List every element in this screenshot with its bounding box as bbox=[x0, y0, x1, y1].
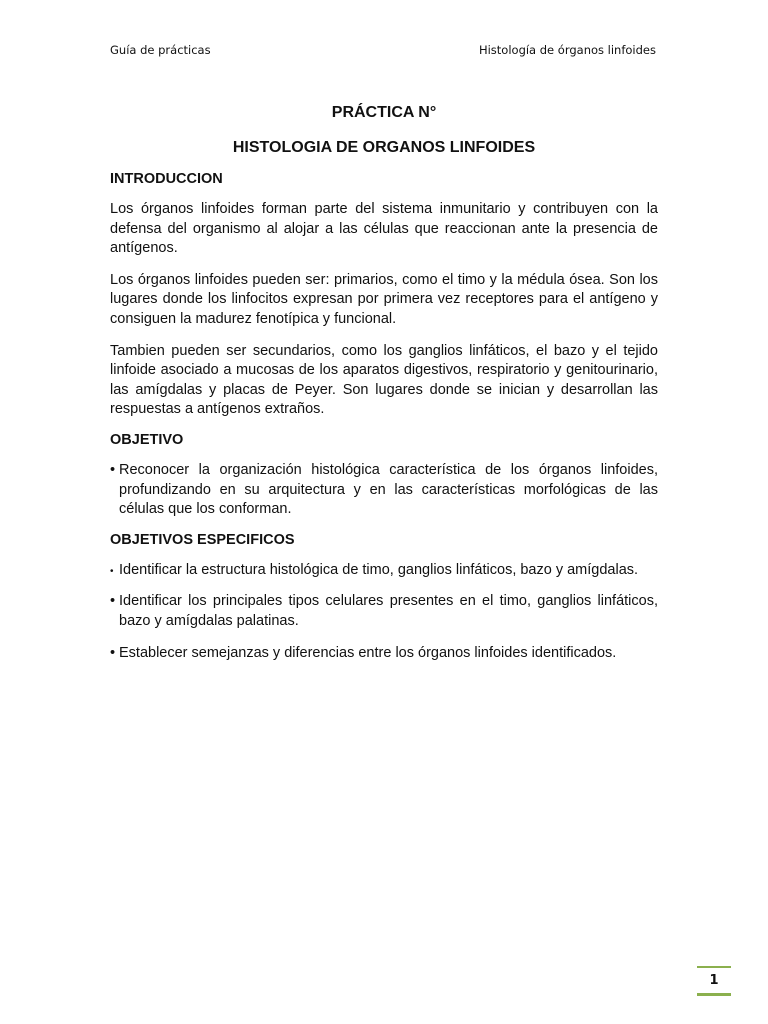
page-content bbox=[110, 103, 658, 675]
practice-title: PRÁCTICA N° bbox=[331, 104, 437, 121]
intro-paragraph-3: Tambien pueden ser secundarios, como los ganglios linfáticos, el bazo y el tejido linfoide asociado a mucosas de los aparatos digestivos, respiratorio y genitourinario, las amígdalas y placas de Peyer. Son lugares donde se inician y desarrollan las respuestas a antígenos extraños. bbox=[110, 342, 658, 418]
bullet-icon: • bbox=[110, 461, 116, 478]
objetivo-especifico-text: Identificar la estructura histológica de timo, ganglios linfáticos, bazo y amígdalas. bbox=[119, 561, 639, 578]
objetivo-item-text: Reconocer la organización histológica característica de los órganos linfoides, profundizando en su arquitectura y en las características morfológicas de las células que los conforman. bbox=[119, 461, 658, 518]
intro-paragraph-1: Los órganos linfoides forman parte del sistema inmunitario y contribuyen con la defensa del organismo al alojar a las células que reaccionan ante la presencia de antígenos. bbox=[110, 201, 658, 257]
objetivo-especifico-item bbox=[110, 592, 658, 631]
header-left-text: Guía de prácticas bbox=[110, 43, 211, 57]
bullet-icon: • bbox=[110, 644, 116, 661]
objetivos-especificos-heading: OBJETIVOS ESPECIFICOS bbox=[110, 531, 295, 548]
introduccion-heading: INTRODUCCION bbox=[110, 171, 223, 187]
intro-paragraph-2: Los órganos linfoides pueden ser: primarios, como el timo y la médula ósea. Son los lugares donde los linfocitos expresan por primera vez receptores para el antígeno y consiguen la madurez fenotípica y funcional. bbox=[110, 271, 658, 327]
objetivo-especifico-text: Establecer semejanzas y diferencias entre los órganos linfoides identificados. bbox=[119, 644, 617, 661]
header-right-text: Histología de órganos linfoides bbox=[478, 43, 656, 57]
page-number: 1 bbox=[697, 966, 731, 996]
document-title: HISTOLOGIA DE ORGANOS LINFOIDES bbox=[232, 139, 536, 156]
objetivos-especificos-list bbox=[110, 561, 658, 663]
bullet-icon: • bbox=[110, 593, 116, 610]
bullet-icon: • bbox=[110, 565, 114, 577]
objetivo-item bbox=[110, 461, 658, 520]
objetivo-especifico-text: Identificar los principales tipos celulares presentes en el timo, ganglios linfáticos, bazo y amígdalas palatinas. bbox=[119, 593, 658, 629]
objetivo-especifico-item bbox=[110, 644, 658, 664]
objetivo-list bbox=[110, 461, 658, 520]
objetivo-heading: OBJETIVO bbox=[110, 431, 184, 448]
objetivo-especifico-item bbox=[110, 561, 658, 581]
